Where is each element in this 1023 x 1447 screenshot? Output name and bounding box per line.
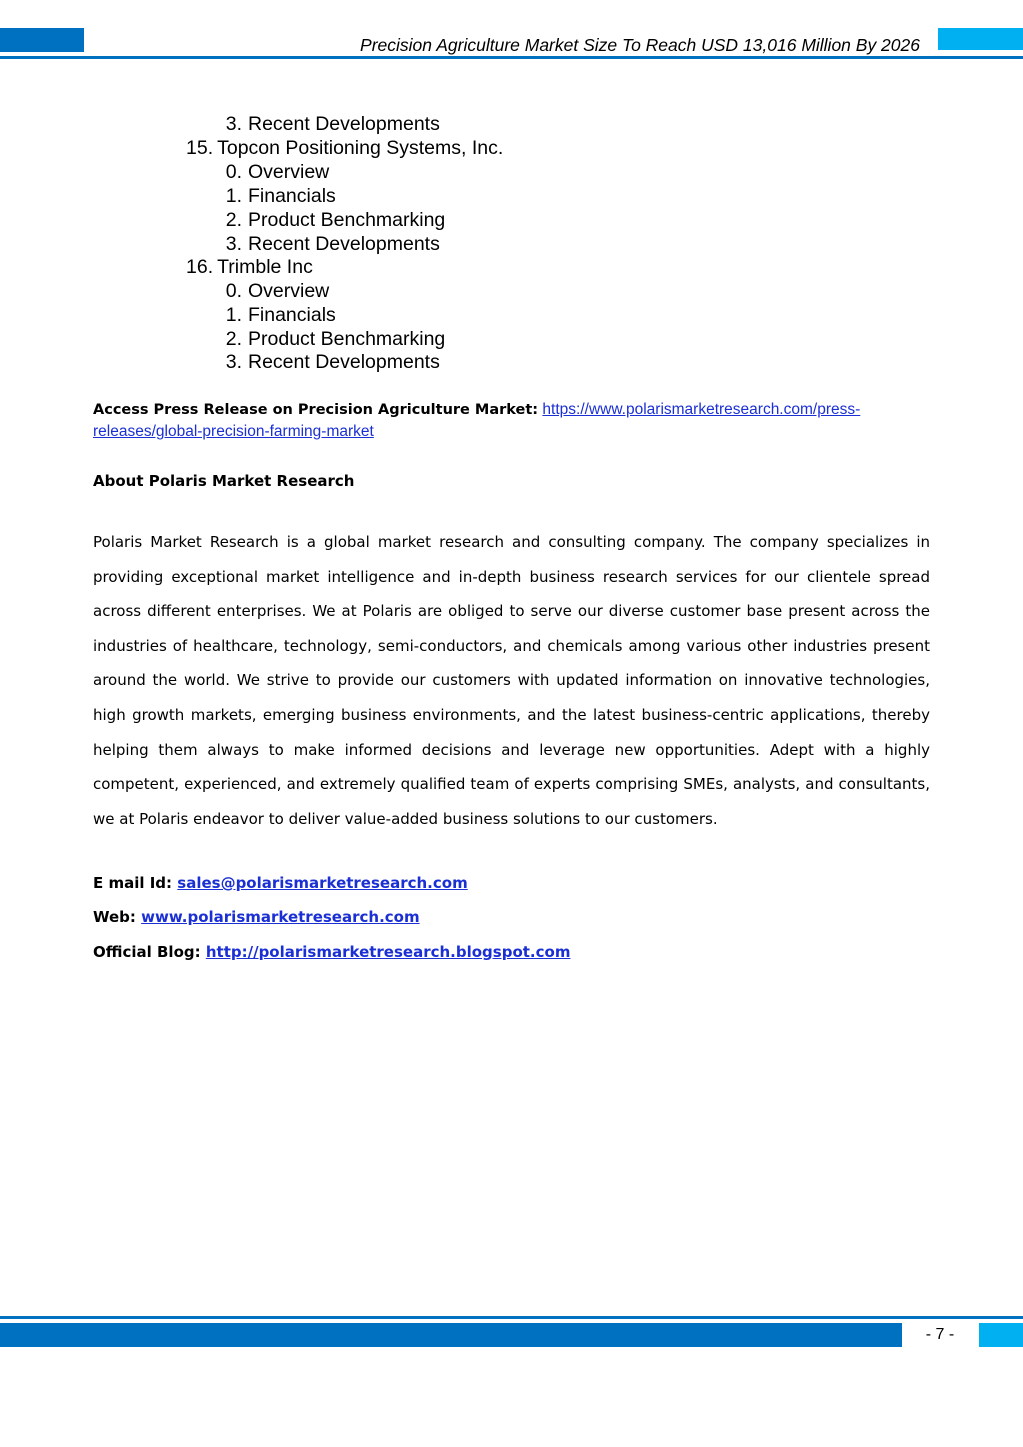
toc-item-number: 2. xyxy=(225,209,242,231)
toc-item xyxy=(212,160,329,184)
toc-item xyxy=(186,255,313,279)
toc-item-label: Product Benchmarking xyxy=(248,328,446,350)
toc-item-label: Overview xyxy=(248,161,330,183)
press-release-link-part2: releases/global-precision-farming-market xyxy=(93,423,374,440)
toc-item-label: Overview xyxy=(248,280,330,302)
toc-item xyxy=(212,350,440,374)
toc-item xyxy=(212,232,440,256)
toc-item-number: 1. xyxy=(225,185,242,207)
toc-item-label: Product Benchmarking xyxy=(248,209,446,231)
toc-item xyxy=(212,208,445,232)
contact-web-row xyxy=(93,908,420,926)
web-link[interactable]: www.polarismarketresearch.com xyxy=(141,908,420,926)
web-label: Web: xyxy=(93,908,136,926)
toc-item xyxy=(186,136,503,160)
press-release-link-part1: https://www.polarismarketresearch.com/press- xyxy=(542,401,861,418)
header-decor-block-right xyxy=(938,28,1023,50)
toc-item xyxy=(212,303,336,327)
toc-item xyxy=(212,279,329,303)
footer-rule xyxy=(0,1316,1023,1319)
about-paragraph: Polaris Market Research is a global market research and consulting company. The company specializes in providing exceptional market intelligence and in-depth business research services for our clientele spread across different enterprises. We at Polaris are obliged to serve our diverse customer base present across the industries of healthcare, technology, semi-conductors, and chemicals among various other industries present around the world. We strive to provide our customers with updated information on innovative technologies, high growth markets, emerging business environments, and the latest business-centric applications, thereby helping them always to make informed decisions and leverage new opportunities. Adept with a highly competent, experienced, and extremely qualified team of experts comprising SMEs, analysts, and consultants, we at Polaris endeavor to deliver value-added business solutions to our customers. xyxy=(93,533,930,828)
toc-item-number: 2. xyxy=(225,328,242,350)
toc-item-number: 1. xyxy=(225,304,242,326)
press-release-label: Access Press Release on Precision Agriculture Market: xyxy=(93,402,539,418)
toc-item-number: 3. xyxy=(225,233,242,255)
toc-item xyxy=(212,184,336,208)
toc-item-number: 0. xyxy=(225,280,242,302)
toc-item-label: Financials xyxy=(248,304,336,326)
email-link[interactable]: sales@polarismarketresearch.com xyxy=(177,874,468,892)
email-label: E mail Id: xyxy=(93,874,173,892)
toc-item xyxy=(212,327,445,351)
toc-item-number: 15. xyxy=(186,137,214,159)
contact-blog-row xyxy=(93,943,570,961)
toc-item-number: 16. xyxy=(186,256,214,278)
toc-item-number: 0. xyxy=(225,161,242,183)
contact-email-row xyxy=(93,874,468,892)
footer-decor-block-right xyxy=(979,1323,1023,1347)
toc-item-label: Financials xyxy=(248,185,336,207)
blog-label: Official Blog: xyxy=(93,943,201,961)
press-release-access xyxy=(93,399,933,442)
toc-item-label: Recent Developments xyxy=(248,351,440,373)
toc-item-label: Recent Developments xyxy=(248,113,440,135)
blog-link[interactable]: http://polarismarketresearch.blogspot.com xyxy=(205,943,571,961)
toc-item-number: 3. xyxy=(225,351,242,373)
page-number: - 7 - xyxy=(925,1326,955,1343)
toc-item-label: Topcon Positioning Systems, Inc. xyxy=(217,137,504,159)
toc-item-label: Trimble Inc xyxy=(217,256,313,278)
header-title: Precision Agriculture Market Size To Reach USD 13,016 Million By 2026 xyxy=(360,35,920,55)
toc-item-label: Recent Developments xyxy=(248,233,440,255)
about-heading: About Polaris Market Research xyxy=(93,472,355,490)
toc-item-number: 3. xyxy=(225,113,242,135)
header-rule xyxy=(0,56,1023,59)
header-decor-block-left xyxy=(0,28,84,52)
toc-item xyxy=(212,112,440,136)
footer-decor-bar xyxy=(0,1323,902,1347)
